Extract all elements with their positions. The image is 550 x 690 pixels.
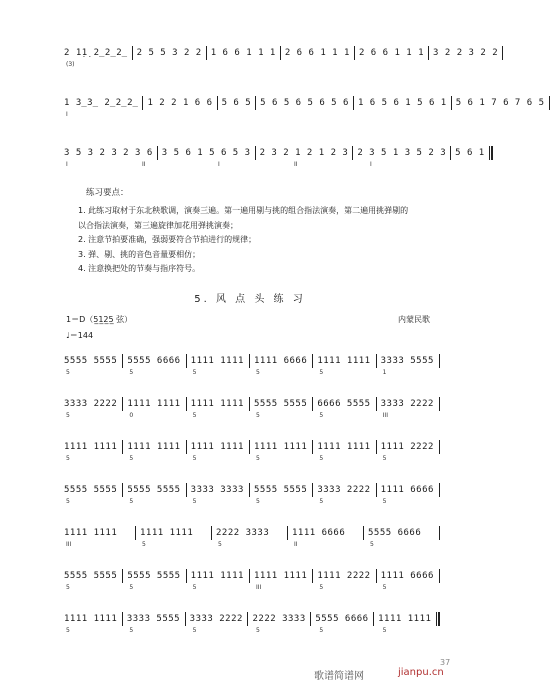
lower-measure: 5555 6666: [315, 614, 369, 624]
watermark-url: jianpu.cn: [398, 667, 444, 678]
fingering-mark: 5: [382, 455, 387, 462]
upper-line-3: [60, 144, 485, 162]
bar-line: [549, 96, 550, 110]
fingering-mark: 5: [319, 455, 324, 462]
upper-measure: 2 3 5 1 3 5 2 3: [357, 148, 447, 158]
fingering-mark: 5: [66, 455, 70, 462]
fingering-mark: 5: [192, 412, 197, 419]
lower-measure: 1111 1111: [190, 442, 244, 452]
fingering-mark: 5: [256, 369, 260, 376]
upper-measure: 2 6 6 1 1 1: [358, 48, 425, 58]
fingering-mark: 5: [129, 498, 134, 505]
upper-measure: 3 2 2 3 2 2: [433, 48, 499, 58]
lower-measure: 1111 1111: [64, 442, 118, 452]
lower-line-1: [60, 352, 440, 370]
practice-notes-list: [78, 204, 448, 277]
lower-measure: 5555 5555: [64, 485, 118, 495]
lower-measure: 1111 1111: [317, 442, 371, 452]
lower-measure: 2222 3333: [252, 614, 306, 624]
fingering-mark: 5: [192, 455, 197, 462]
lower-measure: 5555 5555: [64, 356, 118, 366]
upper-measure: 2 1̣1̣ 2̲2̲2̲: [64, 48, 128, 58]
lower-measure: 1111 1111: [378, 614, 432, 624]
lower-line-4: [60, 481, 440, 499]
lower-measure: 5555 5555: [253, 399, 308, 409]
lower-measure: 5555 5555: [127, 485, 181, 495]
upper-measure: 2 5 5 3 2 2: [136, 48, 202, 58]
piece-title: 5. 风 点 头 练 习: [194, 294, 306, 305]
fingering-mark: 5: [66, 498, 70, 505]
lower-measure: 5555 5555: [64, 571, 118, 581]
bar-line: [489, 146, 493, 160]
lower-fingering-row: [60, 584, 440, 594]
fingering-mark: 5: [256, 455, 260, 462]
lower-measure: 3333 2222: [64, 399, 118, 409]
fingering-mark: I: [66, 161, 68, 168]
lower-measure: 1111 1111: [190, 356, 244, 366]
bar-line: [439, 526, 440, 540]
lower-line-3: [60, 438, 440, 456]
upper-measure: 1 3̲3̲ 2̲2̲2̲: [64, 98, 139, 108]
upper-measure: 2 6 6 1 1 1: [284, 48, 350, 58]
lower-fingering-row: [60, 627, 440, 637]
upper-measure: 3 5 6 1 5 6 5 3: [161, 148, 251, 158]
fingering-mark: I: [370, 161, 372, 168]
fingering-mark: (3): [66, 61, 75, 68]
fingering-mark: 5: [142, 541, 146, 548]
lower-measure: 1111 6666: [253, 356, 308, 366]
lower-fingering-row: [60, 541, 440, 551]
fingering-mark: I: [218, 161, 220, 168]
fingering-mark: 5: [129, 584, 134, 591]
fingering-mark: II: [142, 161, 146, 168]
bar-line: [436, 612, 440, 626]
upper-fingering-row: [60, 61, 440, 71]
fingering-mark: 5: [319, 412, 324, 419]
lower-fingering-row: [60, 455, 440, 465]
lower-measure: 1111 1111: [253, 571, 308, 581]
fingering-mark: 5: [370, 541, 374, 548]
practice-note-2: 以合指法演奏，第三遍旋律加花用弹挑演奏；: [78, 220, 238, 230]
lower-line-2: [60, 395, 440, 413]
upper-fingering-row: [60, 111, 440, 121]
page-number: 37: [440, 658, 451, 667]
fingering-mark: I: [66, 111, 68, 118]
lower-measure: 1111 6666: [380, 485, 434, 495]
fingering-mark: 5: [319, 627, 324, 634]
bar-line: [439, 483, 440, 497]
upper-measure: 5 6 1 7 6 7 6 5: [455, 98, 545, 108]
fingering-mark: 5: [192, 627, 197, 634]
lower-measure: 1111 1111: [190, 571, 244, 581]
lower-measure: 1111 1111: [64, 614, 118, 624]
upper-line-2: [60, 94, 545, 112]
practice-note-4: 3. 弹、剔、挑的音色音量要相仿；: [78, 249, 201, 259]
fingering-mark: 5: [382, 627, 387, 634]
bar-line: [439, 354, 440, 368]
lower-measure: 1111 1111: [127, 442, 181, 452]
upper-measure: 5 6 5: [221, 98, 252, 108]
fingering-mark: 5: [382, 584, 387, 591]
fingering-mark: 5: [129, 369, 134, 376]
lower-measure: 1111 6666: [292, 528, 346, 538]
fingering-mark: II: [294, 541, 298, 548]
lower-measure: 6666 5555: [317, 399, 371, 409]
fingering-mark: 5: [66, 584, 70, 591]
fingering-mark: III: [66, 541, 72, 548]
fingering-mark: 5: [192, 369, 197, 376]
bar-line: [439, 569, 440, 583]
fingering-mark: 5: [129, 455, 134, 462]
fingering-mark: 5: [256, 627, 260, 634]
lower-measure: 2222 3333: [216, 528, 270, 538]
fingering-mark: 5: [192, 498, 197, 505]
upper-measure: 3 5 3 2 3 2 3 6: [64, 148, 153, 158]
fingering-mark: 5: [192, 584, 197, 591]
lower-measure: 3333 5555: [380, 356, 434, 366]
piece-origin: 内蒙民歌: [398, 315, 430, 324]
lower-measure: 3333 5555: [126, 614, 181, 624]
lower-measure: 5555 5555: [253, 485, 308, 495]
practice-note-1: 1. 此练习取材于东北秧歌调，演奏三遍。第一遍用剔与挑的组合指法演奏，第二遍用挑弹剔的: [78, 206, 409, 215]
lower-line-7: [60, 610, 440, 628]
key-signature: 1＝D（5̲1̲2̲5̲ 弦）: [66, 315, 133, 324]
fingering-mark: 5: [129, 627, 134, 634]
fingering-mark: 5: [256, 412, 260, 419]
lower-line-5: [60, 524, 440, 542]
lower-measure: 3333 2222: [380, 399, 434, 409]
fingering-mark: III: [256, 584, 262, 591]
lower-measure: 1111 2222: [380, 442, 434, 452]
lower-measure: 3333 3333: [190, 485, 244, 495]
tempo-marking: ♩＝144: [66, 331, 94, 340]
upper-measure: 1 6 6 1 1 1: [210, 48, 276, 58]
upper-measure: 5 6 5 6 5 6 5 6: [260, 98, 349, 108]
fingering-mark: 1: [382, 369, 387, 376]
lower-fingering-row: [60, 412, 440, 422]
lower-measure: 5555 6666: [368, 528, 422, 538]
fingering-mark: 5: [66, 369, 70, 376]
bar-line: [439, 397, 440, 411]
lower-measure: 5555 5555: [127, 571, 181, 581]
lower-measure: 1111 1111: [140, 528, 194, 538]
upper-fingering-row: [60, 161, 440, 171]
upper-measure: 1 6 5 6 1 5 6 1: [357, 98, 447, 108]
fingering-mark: 5: [66, 412, 70, 419]
fingering-mark: 5: [66, 627, 70, 634]
fingering-mark: III: [382, 412, 388, 419]
lower-fingering-row: [60, 498, 440, 508]
practice-note-3: 2. 注意节拍要准确，强弱要符合节拍进行的规律；: [78, 235, 257, 244]
upper-measure: 1 2 2 1 6 6: [147, 98, 213, 108]
lower-measure: 1111 1111: [317, 356, 371, 366]
bar-line: [439, 440, 440, 454]
lower-measure: 3333 2222: [189, 614, 243, 624]
lower-measure: 3333 2222: [317, 485, 371, 495]
practice-note-5: 4. 注意换把处的节奏与指序符号。: [78, 264, 201, 273]
fingering-mark: 5: [319, 498, 324, 505]
fingering-mark: 5: [319, 584, 324, 591]
lower-measure: 1111 6666: [380, 571, 434, 581]
fingering-mark: 5: [382, 498, 387, 505]
lower-measure: 1111 1111: [190, 399, 244, 409]
lower-measure: 1111 1111: [127, 399, 181, 409]
watermark-text: 歌谱简谱网: [314, 671, 364, 682]
practice-notes-heading: 练习要点：: [86, 188, 129, 198]
fingering-mark: II: [294, 161, 298, 168]
fingering-mark: 5: [319, 369, 324, 376]
fingering-mark: 5: [256, 498, 260, 505]
lower-line-6: [60, 567, 440, 585]
lower-measure: 1111 2222: [317, 571, 371, 581]
upper-measure: 2 3 2 1 2 1 2 3: [259, 148, 349, 158]
fingering-mark: 5: [218, 541, 222, 548]
upper-measure: 5 6 1: [455, 148, 485, 158]
lower-measure: 1111 1111: [253, 442, 308, 452]
bar-line: [502, 46, 503, 60]
lower-measure: 5555 6666: [127, 356, 181, 366]
lower-measure: 1111 1111: [64, 528, 118, 538]
lower-fingering-row: [60, 369, 440, 379]
upper-line-1: [60, 44, 499, 62]
fingering-mark: 0: [129, 412, 134, 419]
